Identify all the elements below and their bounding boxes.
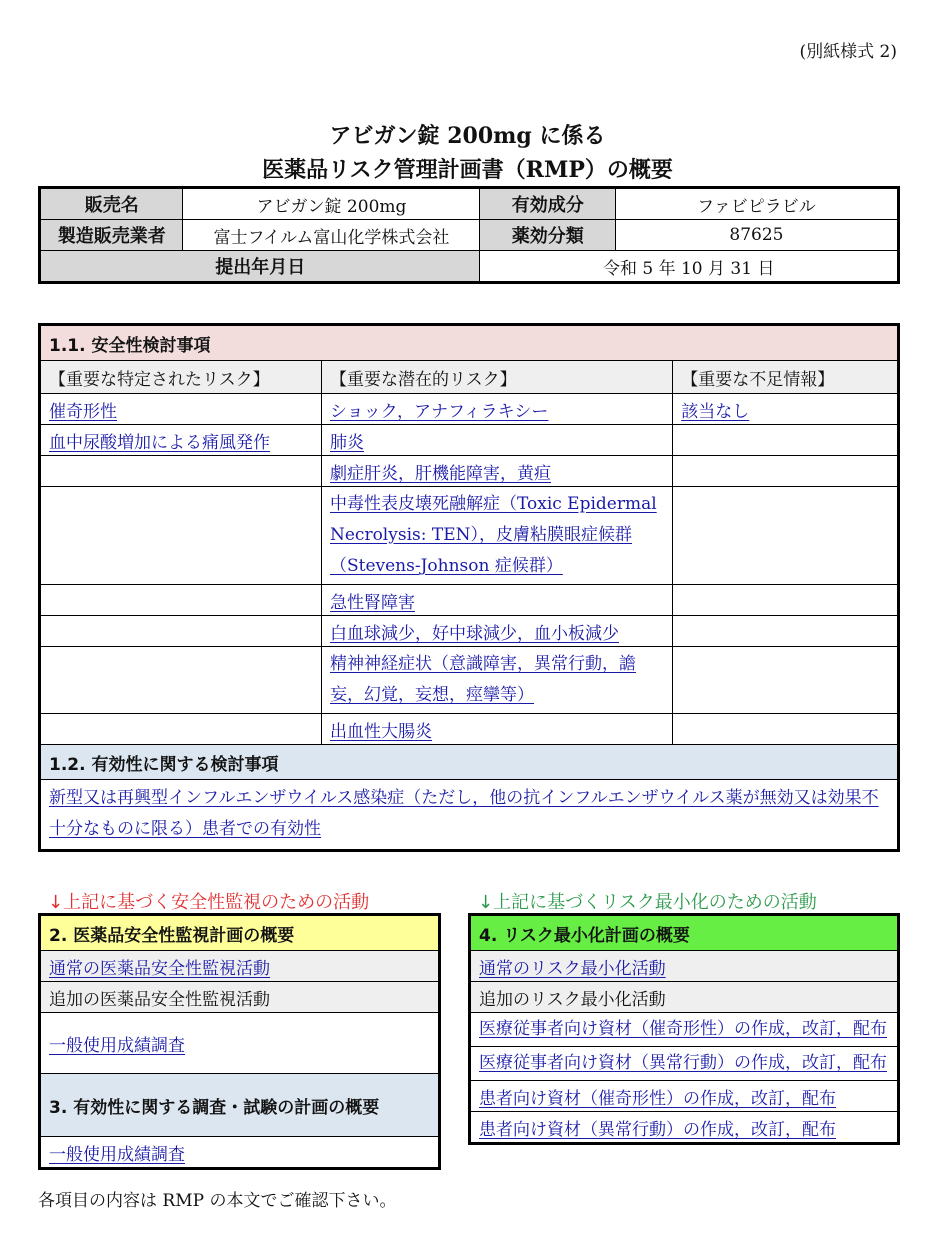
page-title: アビガン錠 200mg に係る (329, 123, 606, 149)
risk-minimization-box (468, 913, 900, 1145)
sales-name-value: アビガン錠 200mg (183, 188, 480, 220)
efficacy-plan-link[interactable]: 一般使用成績調査 (49, 1144, 185, 1165)
additional-rm-label: 追加のリスク最小化活動 (470, 982, 899, 1013)
footnote: 各項目の内容は RMP の本文でご確認下さい。 (38, 1191, 397, 1211)
routine-rm-link[interactable]: 通常のリスク最小化活動 (479, 958, 666, 979)
product-info-table (38, 186, 900, 284)
potential-risk-link[interactable]: 精神神経症状（意識障害，異常行動，譫妄，幻覚，妄想，痙攣等） (329, 654, 636, 705)
potential-risk-link[interactable]: 劇症肝炎，肝機能障害，黄疸 (329, 463, 551, 484)
manufacturer-label: 製造販売業者 (40, 220, 183, 251)
missing-info-header: 【重要な不足情報】 (673, 361, 899, 394)
rm-material-link[interactable]: 患者向け資材（異常行動）の作成，改訂，配布 (479, 1119, 836, 1140)
identified-risk-link[interactable]: 催奇形性 (49, 401, 117, 422)
safety-heading: 1.1. 安全性検討事項 (40, 325, 899, 361)
potential-risk-link[interactable]: 白血球減少，好中球減少，血小板減少 (329, 623, 619, 644)
page-subtitle: 医薬品リスク管理計画書（RMP）の概要 (262, 157, 673, 183)
pharmacovigilance-box (38, 913, 441, 1170)
identified-risk-link[interactable]: 血中尿酸増加による痛風発作 (49, 432, 270, 453)
potential-risk-header: 【重要な潜在的リスク】 (321, 361, 672, 394)
manufacturer-value: 富士フイルム富山化学株式会社 (183, 220, 480, 251)
potential-risk-link[interactable]: 急性腎障害 (329, 592, 415, 613)
category-label: 薬効分類 (480, 220, 616, 251)
potential-risk-link[interactable]: 肺炎 (329, 432, 364, 453)
rm-material-link[interactable]: 患者向け資材（催奇形性）の作成，改訂，配布 (479, 1088, 836, 1109)
routine-pv-link[interactable]: 通常の医薬品安全性監視活動 (49, 958, 270, 979)
safety-section (38, 323, 900, 852)
efficacy-plan-heading: 3. 有効性に関する調査・試験の計画の概要 (40, 1074, 440, 1137)
additional-pv-label: 追加の医薬品安全性監視活動 (40, 982, 440, 1013)
category-value: 87625 (615, 220, 898, 251)
rm-heading: 4. リスク最小化計画の概要 (470, 915, 899, 951)
potential-risk-link[interactable]: 出血性大腸炎 (329, 721, 432, 742)
rm-arrow-caption: ↓上記に基づくリスク最小化のための活動 (478, 892, 817, 913)
rm-material-link[interactable]: 医療従事者向け資材（異常行動）の作成，改訂，配布 (479, 1053, 887, 1073)
potential-risk-link[interactable]: 中毒性表皮壊死融解症（Toxic Epidermal Necrolysis: TEN），皮膚粘膜眼症候群（Stevens-Johnson 症候群） (329, 494, 657, 576)
missing-info-link[interactable]: 該当なし (681, 401, 750, 422)
efficacy-heading: 1.2. 有効性に関する検討事項 (40, 745, 899, 780)
additional-pv-link[interactable]: 一般使用成績調査 (49, 1035, 185, 1056)
pv-heading: 2. 医薬品安全性監視計画の概要 (40, 915, 440, 951)
date-value: 令和 5 年 10 月 31 日 (480, 251, 899, 283)
potential-risk-link[interactable]: ショック，アナフィラキシー (329, 401, 549, 422)
form-number: (別紙様式 2) (799, 42, 897, 62)
ingredient-value: ファビピラビル (615, 188, 898, 220)
efficacy-link[interactable]: 新型又は再興型インフルエンザウイルス感染症（ただし，他の抗インフルエンザウイルス薬が無効又は効果不十分なものに限る）患者での有効性 (49, 788, 879, 839)
pv-arrow-caption: ↓上記に基づく安全性監視のための活動 (48, 892, 370, 913)
sales-name-label: 販売名 (40, 188, 183, 220)
rm-material-link[interactable]: 医療従事者向け資材（催奇形性）の作成，改訂，配布 (479, 1019, 887, 1039)
ingredient-label: 有効成分 (480, 188, 616, 220)
identified-risk-header: 【重要な特定されたリスク】 (40, 361, 322, 394)
date-label: 提出年月日 (40, 251, 480, 283)
